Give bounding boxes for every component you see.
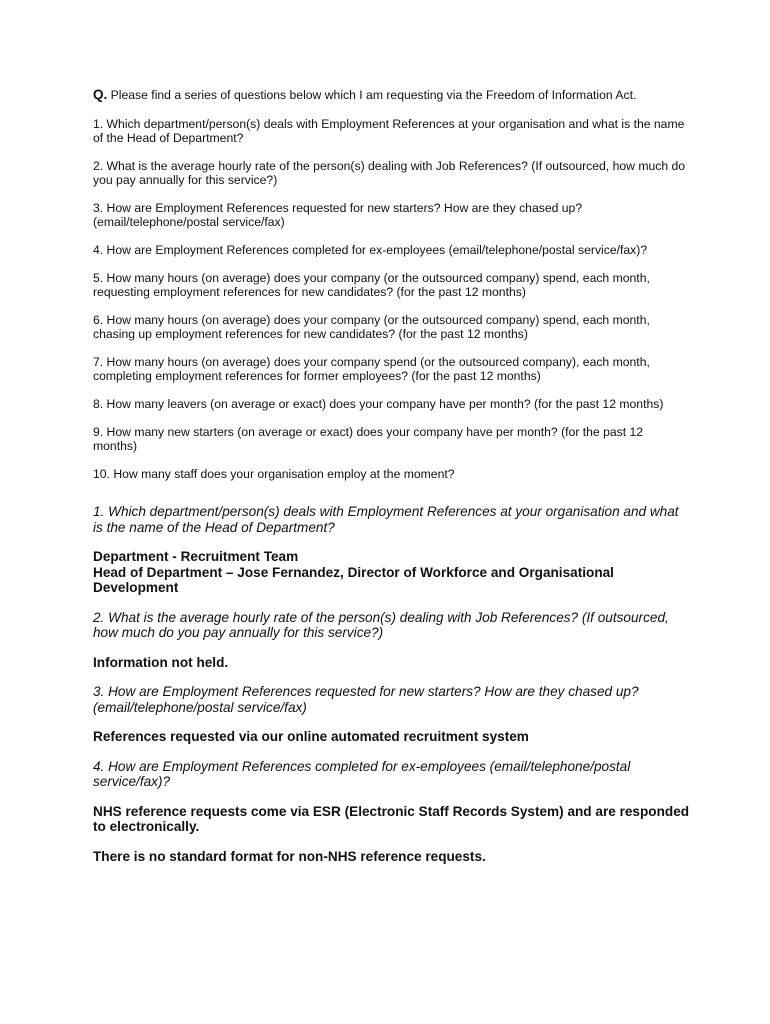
response-section — [93, 504, 690, 864]
question-5: 5. How many hours (on average) does your company (or the outsourced company) spend, each month, requesting employment references for new candidates? (for the past 12 months) — [93, 271, 650, 299]
intro-text: Please find a series of questions below which I am requesting via the Freedom of Information Act. — [107, 88, 637, 102]
answer-1-department: Department - Recruitment Team — [93, 549, 299, 564]
response-answer-4-part-2: There is no standard format for non-NHS reference requests. — [93, 848, 486, 864]
question-marker: Q. — [93, 87, 108, 102]
question-2: 2. What is the average hourly rate of the person(s) dealing with Job References? (If outsourced, how much do you pay annually for this service?) — [93, 159, 686, 187]
response-answer-3: References requested via our online automated recruitment system — [93, 729, 529, 744]
response-question-1: 1. Which department/person(s) deals with Employment References at your organisation and what is the name of the Head of Department? — [93, 504, 679, 535]
answer-1-head: Head of Department – Jose Fernandez, Director of Workforce and Organisational Development — [93, 564, 614, 595]
question-6: 6. How many hours (on average) does your company (or the outsourced company) spend, each month, chasing up employment references for new candidates? (for the past 12 months) — [93, 313, 650, 341]
response-answer-4-part-1: NHS reference requests come via ESR (Electronic Staff Records System) and are responded to electronically. — [93, 803, 690, 834]
response-question-4: 4. How are Employment References completed for ex-employees (email/telephone/postal service/fax)? — [93, 758, 631, 789]
question-8: 8. How many leavers (on average or exact) does your company have per month? (for the past 12 months) — [93, 397, 664, 411]
question-7: 7. How many hours (on average) does your company spend (or the outsourced company), each month, completing employment references for former employees? (for the past 12 months) — [93, 355, 650, 383]
question-10: 10. How many staff does your organisation employ at the moment? — [93, 467, 455, 481]
response-answer-2: Information not held. — [93, 654, 229, 670]
question-9: 9. How many new starters (on average or exact) does your company have per month? (for the past 12 months) — [93, 425, 644, 453]
question-list — [93, 117, 690, 481]
response-question-3: 3. How are Employment References requested for new starters? How are they chased up? (email/telephone/postal service/fax) — [93, 684, 639, 715]
response-answer-1 — [93, 549, 690, 596]
response-question-2: 2. What is the average hourly rate of the person(s) dealing with Job References? (If outsourced, how much do you pay annually for this service?) — [93, 609, 669, 640]
intro-paragraph — [93, 88, 690, 102]
question-4: 4. How are Employment References completed for ex-employees (email/telephone/postal service/fax)? — [93, 243, 648, 257]
question-1: 1. Which department/person(s) deals with Employment References at your organisation and what is the name of the Head of Department? — [93, 117, 685, 145]
question-3: 3. How are Employment References requested for new starters? How are they chased up? (email/telephone/postal service/fax) — [93, 201, 583, 229]
